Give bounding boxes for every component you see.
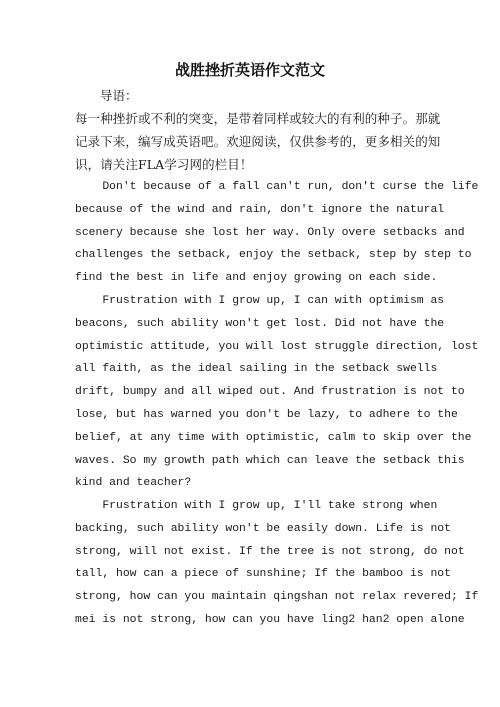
paragraph-3 — [75, 495, 479, 632]
paragraph-1 — [75, 176, 479, 290]
text-line: because of the wind and rain, don't ignore the natural — [75, 203, 445, 216]
text-line: optimistic attitude, you will lost struggle direction, lost — [75, 340, 479, 353]
intro-line: 每一种挫折或不利的突变，是带着同样或较大的有利的种子。那就 — [75, 111, 441, 126]
text-line: lose, but has warned you don't be lazy, to adhere to the — [75, 408, 458, 421]
page-title: 战胜挫折英语作文范文 — [174, 61, 325, 79]
text-line: scenery because she lost her way. Only overe setbacks and — [75, 226, 465, 239]
text-line: belief, at any time with optimistic, calm to skip over the — [75, 431, 472, 444]
text-line: Don't because of a fall can't run, don't curse the life — [75, 181, 479, 193]
intro-line: 识，请关注FLA学习网的栏目！ — [75, 157, 253, 172]
text-line: all faith, as the ideal sailing in the setback swells — [75, 363, 438, 376]
text-line: waves. So my growth path which can leave the setback this — [75, 454, 465, 467]
text-line: beacons, such ability won't get lost. Did not have the — [75, 317, 445, 330]
text-line: kind and teacher? — [75, 477, 192, 490]
text-line: strong, will not exist. If the tree is not strong, do not — [75, 545, 465, 558]
paragraph-2 — [75, 290, 479, 495]
intro-line: 记录下来，编写成英语吧。欢迎阅读，仅供参考的，更多相关的知 — [75, 134, 441, 149]
lead-label: 导语： — [100, 88, 138, 103]
text-line: drift, bumpy and all wiped out. And frustration is not to — [75, 386, 465, 399]
intro-paragraph — [75, 107, 441, 176]
text-line: tall, how can a piece of sunshine; If the bamboo is not — [75, 568, 451, 581]
text-line: strong, how can you maintain qingshan not relax revered; If — [75, 591, 479, 604]
text-line: backing, such ability won't be easily down. Life is not — [75, 522, 451, 535]
text-line: challenges the setback, enjoy the setback, step by step to — [75, 249, 472, 262]
text-line: Frustration with I grow up, I'll take strong when — [75, 500, 438, 512]
text-line: find the best in life and enjoy growing on each side. — [75, 272, 438, 285]
text-line: mei is not strong, how can you have ling2 han2 open alone — [75, 613, 465, 626]
text-line: Frustration with I grow up, I can with optimism as — [75, 295, 445, 307]
